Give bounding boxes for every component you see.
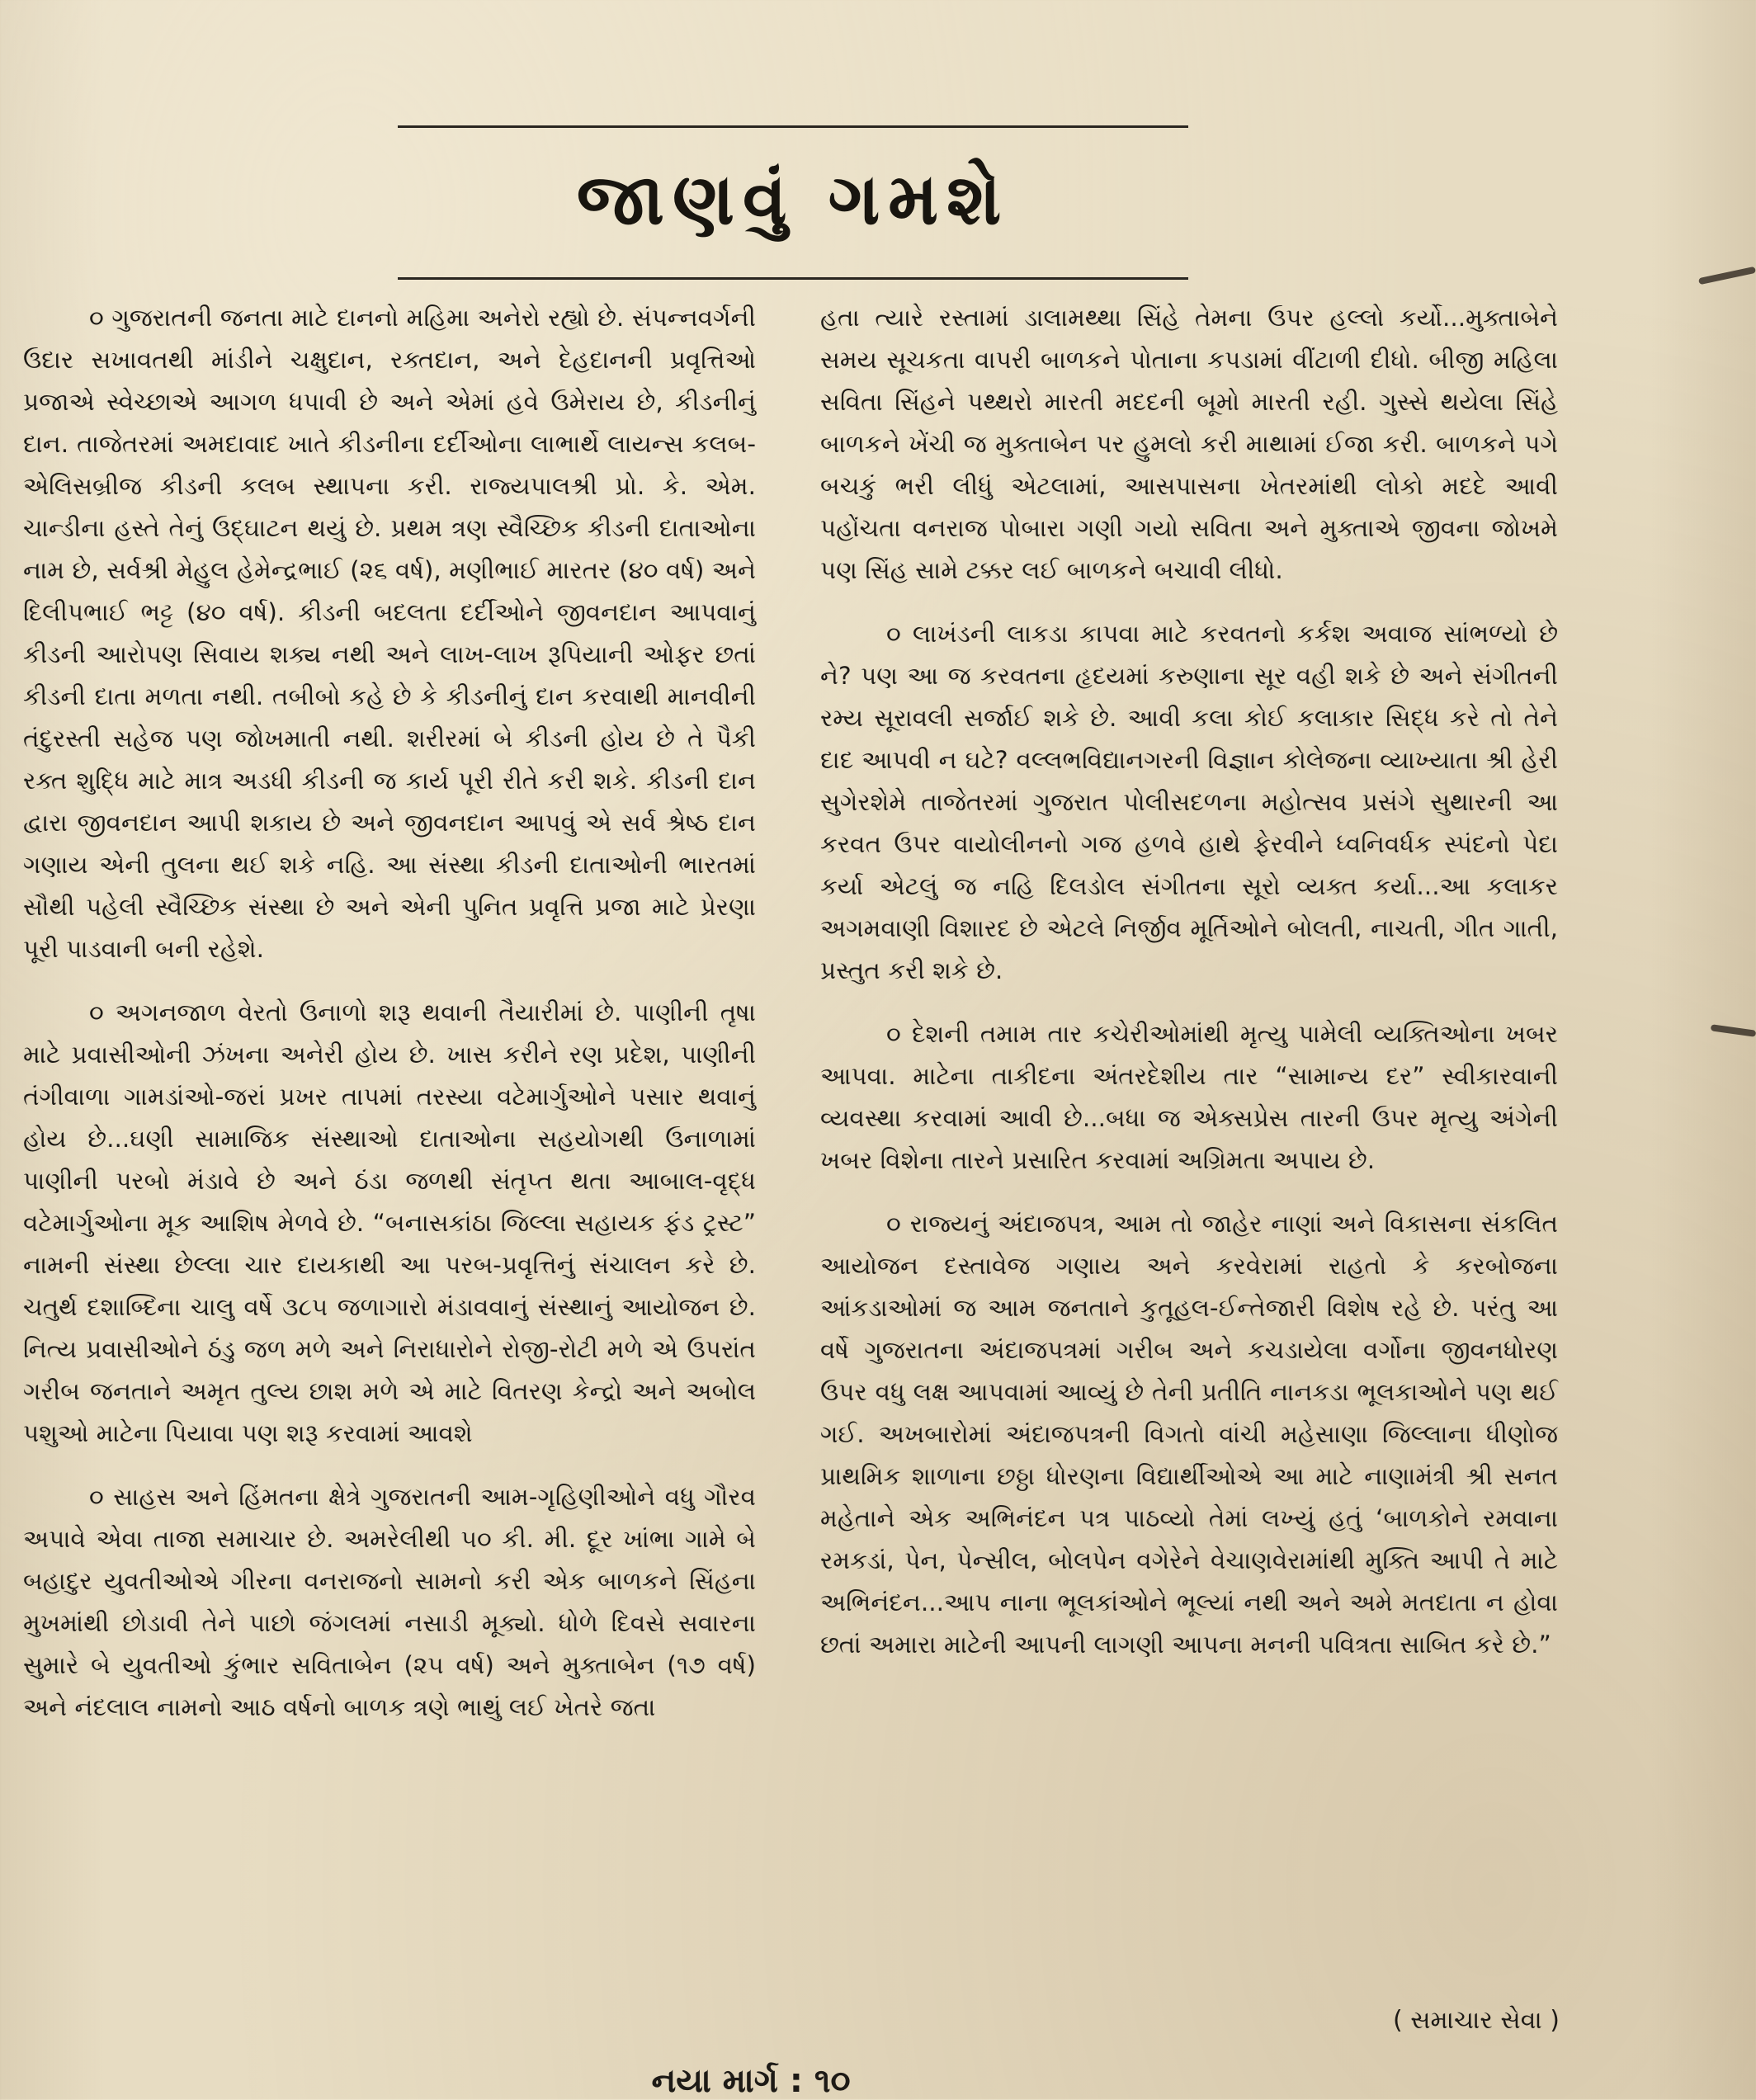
paragraph-telegram-rates: ૦ દેશની તમામ તાર કચેરીઓમાંથી મૃત્યુ પામેલી વ્યક્તિઓના ખબર આપવા. માટેના તાકીદના અંતરદેશીય તાર “સામાન્ય દર” સ્વીકારવાની વ્યવસ્થા કરવામાં આવી છે...બધા જ એક્સપ્રેસ તારની ઉપર મૃત્યુ અંગેની ખબર વિશેના તારને પ્રસારિત કરવામાં અગ્રિમતા અપાય છે.	[820, 1020, 1558, 1174]
paragraph-kidney-donation: ૦ ગુજરાતની જનતા માટે દાનનો મહિમા અનેરો રહ્યો છે. સંપન્નવર્ગની ઉદાર સખાવતથી માંડીને ચક્ષુદાન, રક્તદાન, અને દેહદાનની પ્રવૃત્તિઓ પ્રજાએ સ્વેચ્છાએ આગળ ધપાવી છે અને એમાં હવે ઉમેરાય છે, કીડનીનું દાન. તાજેતરમાં અમદાવાદ ખાતે કીડનીના દર્દીઓના લાભાર્થે લાયન્સ કલબ-એલિસબ્રીજ કીડની કલબ સ્થાપના કરી. રાજ્યપાલશ્રી પ્રો. કે. એમ. ચાન્ડીના હસ્તે તેનું ઉદ્‌ઘાટન થયું છે. પ્રથમ ત્રણ સ્વૈચ્છિક કીડની દાતાઓના નામ છે, સર્વશ્રી મેહુલ હેમેન્દ્રભાઈ (૨૬ વર્ષ), મણીભાઈ મારતર (૪૦ વર્ષ) અને દિલીપભાઈ ભટ્ટ (૪૦ વર્ષ). કીડની બદલતા દર્દીઓને જીવનદાન આપવાનું કીડની આરોપણ સિવાય શક્ય નથી અને લાખ-લાખ રૂપિયાની ઓફર છતાં કીડની દાતા મળતા નથી. તબીબો કહે છે કે કીડનીનું દાન કરવાથી માનવીની તંદુરસ્તી સહેજ પણ જોખમાતી નથી. શરીરમાં બે કીડની હોય છે તે પૈકી રક્ત શુદ્ધિ માટે માત્ર અડધી કીડની જ કાર્ય પૂરી રીતે કરી શકે. કીડની દાન દ્વારા જીવનદાન આપી શકાય છે અને જીવનદાન આપવું એ સર્વ શ્રેષ્ઠ દાન ગણાય એની તુલના થઈ શકે નહિ. આ સંસ્થા કીડની દાતાઓની ભારતમાં સૌથી પહેલી સ્વૈચ્છિક સંસ્થા છે અને એની પુનિત પ્રવૃત્તિ પ્રજા માટે પ્રેરણા પૂરી પાડવાની બની રહેશે.	[23, 304, 756, 963]
paragraph-saw-music: ૦ લાખંડની લાકડા કાપવા માટે કરવતનો કર્કશ અવાજ સાંભળ્યો છે ને? પણ આ જ કરવતના હૃદયમાં કરુણાના સૂર વહી શકે છે અને સંગીતની રમ્ય સૂરાવલી સર્જાઈ શકે છે. આવી કલા કોઈ કલાકાર સિદ્ધ કરે તો તેને દાદ આપવી ન ઘટે? વલ્લભવિદ્યાનગરની વિજ્ઞાન કોલેજના વ્યાખ્યાતા શ્રી હેરી સુગેરશેમે તાજેતરમાં ગુજરાત પોલીસદળના મહોત્સવ પ્રસંગે સુથારની આ કરવત ઉપર વાયોલીનનો ગજ હળવે હાથે ફેરવીને ધ્વનિવર્ધક સ્પંદનો પેદા કર્યા એટલું જ નહિ દિલડોલ સંગીતના સૂરો વ્યક્ત કર્યા...આ કલાકર અગમવાણી વિશારદ છે એટલે નિર્જીવ મૂર્તિઓને બોલતી, નાચતી, ગીત ગાતી, પ્રસ્તુત કરી શકે છે.	[820, 620, 1558, 984]
title-top-rule	[398, 125, 1188, 128]
paragraph-lion-rescue: ૦ સાહસ અને હિંમતના ક્ષેત્રે ગુજરાતની આમ-ગૃહિણીઓને વધુ ગૌરવ અપાવે એવા તાજા સમાચાર છે. અમરેલીથી ૫૦ કી. મી. દૂર ખાંભા ગામે બે બહાદુર યુવતીઓએ ગીરના વનરાજનો સામનો કરી એક બાળકને સિંહના મુખમાંથી છોડાવી તેને પાછો જંગલમાં નસાડી મૂક્યો. ધોળે દિવસે સવારના સુમારે બે યુવતીઓ કુંભાર સવિતાબેન (૨૫ વર્ષ) અને મુક્તાબેન (૧૭ વર્ષ) અને નંદલાલ નામનો આઠ વર્ષનો બાળક ત્રણે ભાથું લઈ ખેતરે જતા	[23, 1483, 756, 1721]
source-credit: ( સમાચાર સેવા )	[1392, 2006, 1560, 2035]
paper-tear-mark	[1711, 1024, 1756, 1037]
left-column	[23, 297, 756, 1750]
page-title: જાણવું ગમશે	[576, 158, 1010, 241]
paragraph-state-budget: ૦ રાજ્યનું અંદાજપત્ર, આમ તો જાહેર નાણાં અને વિકાસના સંકલિત આયોજન દસ્તાવેજ ગણાય અને કરવેરામાં રાહતો કે કરબોજના આંકડાઓમાં જ આમ જનતાને કુતૂહલ-ઈન્તેજારી વિશેષ રહે છે. પરંતુ આ વર્ષે ગુજરાતના અંદાજપત્રમાં ગરીબ અને કચડાયેલા વર્ગોના જીવનધોરણ ઉપર વધુ લક્ષ આપવામાં આવ્યું છે તેની પ્રતીતિ નાનકડા ભૂલકાઓને પણ થઈ ગઈ. અખબારોમાં અંદાજપત્રની વિગતો વાંચી મહેસાણા જિલ્લાના ધીણોજ પ્રાથમિક શાળાના છઠ્ઠા ધોરણના વિદ્યાર્થીઓએ આ માટે નાણામંત્રી શ્રી સનત મહેતાને એક અભિનંદન પત્ર પાઠવ્યો તેમાં લખ્યું હતું ‘બાળકોને રમવાના રમકડાં, પેન, પેન્સીલ, બોલપેન વગેરેને વેચાણવેરામાંથી મુક્તિ આપી તે માટે અભિનંદન...આપ નાના ભૂલકાંઓને ભૂલ્યાં નથી અને અમે મતદાતા ન હોવા છતાં અમારા માટેની આપની લાગણી આપના મનની પવિત્રતા સાબિત કરે છે.”	[820, 1210, 1558, 1659]
paper-tear-mark	[1698, 267, 1756, 285]
paragraph-lion-rescue-continued: હતા ત્યારે રસ્તામાં ડાલામથ્થા સિંહે તેમના ઉપર હલ્લો કર્યો...મુક્તાબેને સમય સૂચકતા વાપરી બાળકને પોતાના કપડામાં વીંટાળી દીધો. બીજી મહિલા સવિતા સિંહને પથ્થરો મારતી મદદની બૂમો મારતી રહી. ગુસ્સે થયેલા સિંહે બાળકને ખેંચી જ મુક્તાબેન પર હુમલો કરી માથામાં ઈજા કરી. બાળકને પગે બચકું ભરી લીધું એટલામાં, આસપાસના ખેતરમાંથી લોકો મદદે આવી પહોંચતા વનરાજ પોબારા ગણી ગયો સવિતા અને મુક્તાએ જીવના જોખમે પણ સિંહ સામે ટક્કર લઈ બાળકને બચાવી લીધો.	[820, 304, 1558, 584]
right-column	[820, 297, 1558, 1687]
page-footer: નયા માર્ગ : ૧૦	[651, 2062, 851, 2100]
title-bottom-rule	[398, 277, 1188, 280]
paragraph-water-stalls: ૦ અગનજાળ વેરતો ઉનાળો શરૂ થવાની તૈયારીમાં છે. પાણીની તૃષા માટે પ્રવાસીઓની ઝંખના અનેરી હોય છે. ખાસ કરીને રણ પ્રદેશ, પાણીની તંગીવાળા ગામડાંઓ-જરાં પ્રખર તાપમાં તરસ્યા વટેમાર્ગુઓને પસાર થવાનું હોય છે...ઘણી સામાજિક સંસ્થાઓ દાતાઓના સહયોગથી ઉનાળામાં પાણીની પરબો મંડાવે છે અને ઠંડા જળથી સંતૃપ્ત થતા આબાલ-વૃદ્ધ વટેમાર્ગુઓના મૂક આશિષ મેળવે છે. “બનાસકાંઠા જિલ્લા સહાયક ફંડ ટ્રસ્ટ” નામની સંસ્થા છેલ્લા ચાર દાયકાથી આ પરબ-પ્રવૃત્તિનું સંચાલન કરે છે. ચતુર્થ દશાબ્દિના ચાલુ વર્ષે ૩૮૫ જળાગારો મંડાવવાનું સંસ્થાનું આયોજન છે. નિત્ય પ્રવાસીઓને ઠંડુ જળ મળે અને નિરાધારોને રોજી-રોટી મળે એ ઉપરાંત ગરીબ જનતાને અમૃત તુલ્ય છાશ મળે એ માટે વિતરણ કેન્દ્રો અને અબોલ પશુઓ માટેના પિયાવા પણ શરૂ કરવામાં આવશે	[23, 998, 756, 1447]
